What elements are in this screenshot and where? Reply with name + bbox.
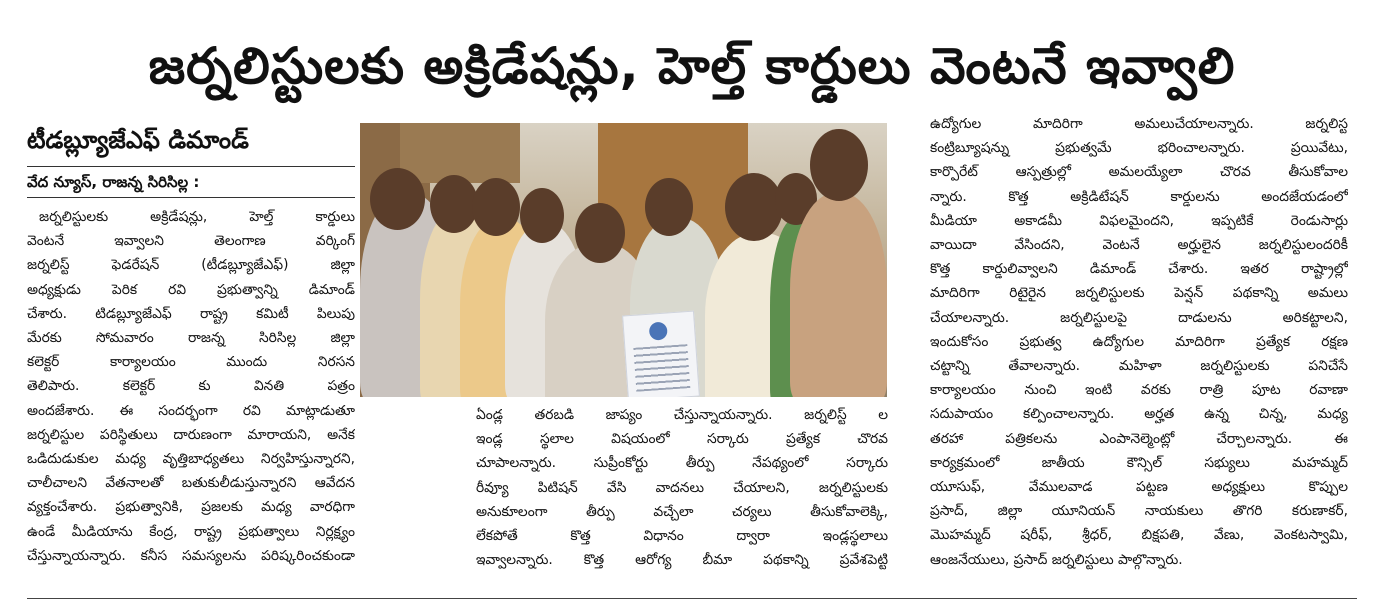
dateline-rule-top: [27, 166, 355, 167]
person-head: [430, 175, 478, 233]
kicker-subheading: టీడబ్ల్యూజేఎఫ్ డిమాండ్: [27, 126, 249, 154]
column-1-line: జర్నలిస్టుల పరిస్థితులు దారుణంగా మారాయని, అనేక: [27, 426, 355, 443]
photo-board: [400, 123, 520, 183]
person-figure: [790, 193, 887, 397]
column-3-line: కార్పొరేట్ ఆస్పత్రుల్లో అమలయ్యేలా చొరవ తీసుకోవాల: [930, 164, 1348, 181]
column-3-line: ఆంజనేయులు, ప్రసాద్ జర్నలిస్టులు పాల్గొన్నారు.: [930, 551, 1183, 568]
column-3-line: చట్టాన్ని తేవాలన్నారు. మహిళా జర్నలిస్టులకు పనిచేసే: [930, 358, 1348, 375]
column-1-line: ఒడిదుడుకుల మధ్య వృత్తిబాధ్యతలు నిర్వహిస్తున్నారని,: [27, 451, 355, 468]
column-3-line: మాదిరిగా రిటైరైన జర్నలిస్టులకు పెన్షన్ పథకాన్ని అమలు: [930, 285, 1348, 302]
column-1-line: వెంటనే ఇవ్వాలని తెలంగాణ వర్కింగ్: [27, 233, 355, 250]
column-2-line: అనుకూలంగా తీర్పు వచ్చేలా చర్యలు తీసుకోవాలెక్కి,: [476, 503, 888, 520]
column-3-line: ఇందుకోసం ప్రభుత్వ ఉద్యోగుల మాదిరిగా ప్రత్యేక రక్షణ: [930, 333, 1348, 350]
column-3-line: సదుపాయం కల్పించాలన్నారు. అర్హత ఉన్న చిన్న, మధ్య: [930, 406, 1348, 423]
person-head: [645, 178, 693, 236]
column-3-line: మొహమ్మద్ షరీఫ్, శ్రీధర్, బిక్షపతి, వేణు, వెంకటస్వామి,: [930, 527, 1348, 544]
column-1-line: అందజేశారు. ఈ సందర్భంగా రవి మాట్లాడుతూ: [27, 402, 355, 419]
article-column-3: [930, 112, 1348, 572]
column-1-line: చేశారు. టిడబ్ల్యూజేఎఫ్ రాష్ట్ర కమిటీ పిలుపు: [27, 305, 355, 322]
seal-icon: [649, 322, 668, 341]
column-1-line: వ్యక్తంచేశారు. ప్రభుత్వానికి, ప్రజలకు మధ్య వారధిగా: [27, 499, 355, 516]
column-3-line: యూసుఫ్, వేములవాడ పట్టణ అధ్యక్షులు కొప్పుల: [930, 479, 1348, 496]
article-column-2: [476, 403, 888, 572]
person-head: [520, 188, 564, 243]
memorandum-document: [622, 311, 700, 397]
column-2-line: రీవ్యూ పిటిషన్ వేసి వాదనలు చేయాలని, జర్నలిస్టులకు: [476, 479, 888, 496]
column-2-line: చూపాలన్నారు. సుప్రీంకోర్టు తీర్పు నేపథ్యంలో సర్కారు: [476, 455, 888, 472]
column-1-line: చేస్తున్నాయన్నారు. కనీస సమస్యలను పరిష్కరించకుండా: [27, 547, 355, 564]
column-1-line: మేరకు సోమవారం రాజన్న సిరిసిల్ల జిల్లా: [27, 330, 355, 347]
column-3-line: మీడియా అకాడమీ విఫలమైందని, ఇప్పటికే రెండుసార్లు: [930, 212, 1348, 229]
bottom-rule: [27, 598, 1357, 599]
person-head: [810, 129, 868, 201]
headline: జర్నలిస్టులకు అక్రిడేషన్లు, హెల్త్ కార్డులు వెంటనే ఇవ్వాలి: [148, 37, 1236, 95]
column-2-line: ఏండ్ల తరబడి జాప్యం చేస్తున్నాయన్నారు. జర్నలిస్ట్ ల: [476, 407, 888, 423]
column-3-line: ప్రసాద్, జిల్లా యూనియన్ నాయకులు తొగరి కరుణాకర్,: [930, 503, 1348, 520]
column-1-line: జర్నలిస్టులకు అక్రిడేషన్లు, హెల్త్ కార్డులు: [39, 209, 355, 225]
column-1-line: కలెక్టర్ కార్యాలయం ముందు నిరసన: [27, 354, 355, 371]
column-2-line: ఇవ్వాలన్నారు. కొత్త ఆరోగ్య బీమా పథకాన్ని ప్రవేశపెట్టి: [476, 552, 888, 569]
column-3-line: కంట్రిబ్యూషన్ను ప్రభుత్వమే భరించాలన్నారు. ప్రయివేటు,: [930, 140, 1348, 157]
column-3-line: కొత్త కార్డులివ్వాలని డిమాండ్ చేశారు. ఇతర రాష్ట్రాల్లో: [930, 261, 1348, 278]
column-1-line: జర్నలిస్ట్ ఫెడరేషన్ (టీడబ్ల్యూజేఎఫ్) జిల్లా: [27, 257, 355, 274]
column-3-line: వాయిదా వేసిందని, వెంటనే అర్హులైన జర్నలిస్టులందరికీ: [930, 237, 1348, 254]
column-1-line: అధ్యక్షుడు పెరిక రవి ప్రభుత్వాన్ని డిమాండ్: [27, 281, 355, 298]
column-2-line: లేకపోతే కొత్త విధానం ద్వారా ఇండ్లస్థలాలు: [476, 528, 888, 545]
column-2-line: ఇండ్ల స్థలాల విషయంలో సర్కారు ప్రత్యేక చొరవ: [476, 431, 888, 448]
column-3-line: చేయాలన్నారు. జర్నలిస్టులపై దాడులను అరికట్టాలని,: [930, 309, 1348, 326]
column-3-line: కార్యక్రమంలో జాతీయ కౌన్సిల్ సభ్యులు మహమ్మద్: [930, 454, 1348, 471]
person-head: [370, 168, 425, 230]
column-3-line: న్నారు. కొత్త అక్రిడిటేషన్ కార్డులను అందజేయడంలో: [930, 188, 1348, 205]
column-3-line: తరహా పత్రికలను ఎంపానెల్మెంట్లో చేర్చాలన్నారు. ఈ: [930, 430, 1348, 447]
news-photo: [360, 123, 887, 397]
person-head: [575, 203, 625, 263]
column-1-line: తెలిపారు. కలెక్టర్ కు వినతి పత్రం: [27, 378, 355, 395]
person-head: [472, 178, 520, 236]
dateline: వేద న్యూస్, రాజన్న సిరిసిల్ల :: [27, 173, 200, 191]
article-column-1: [27, 205, 355, 568]
dateline-rule-bottom: [27, 197, 355, 198]
column-3-line: కార్యాలయం నుంచి ఇంటి వరకు రాత్రి పూట రవాణా: [930, 382, 1348, 399]
document-text-lines: [633, 344, 690, 392]
person-head: [725, 173, 783, 241]
column-1-line: చాలీచాలని వేతనాలతో బతుకులీడుస్తున్నారని ఆవేదన: [27, 475, 355, 492]
column-1-line: ఉండే మీడియాను కేంద్ర, రాష్ట్ర ప్రభుత్వాలు నిర్లక్ష్యం: [27, 523, 355, 540]
column-3-line: ఉద్యోగుల మాదిరిగా అమలుచేయాలన్నారు. జర్నలిస్ట: [930, 116, 1348, 132]
